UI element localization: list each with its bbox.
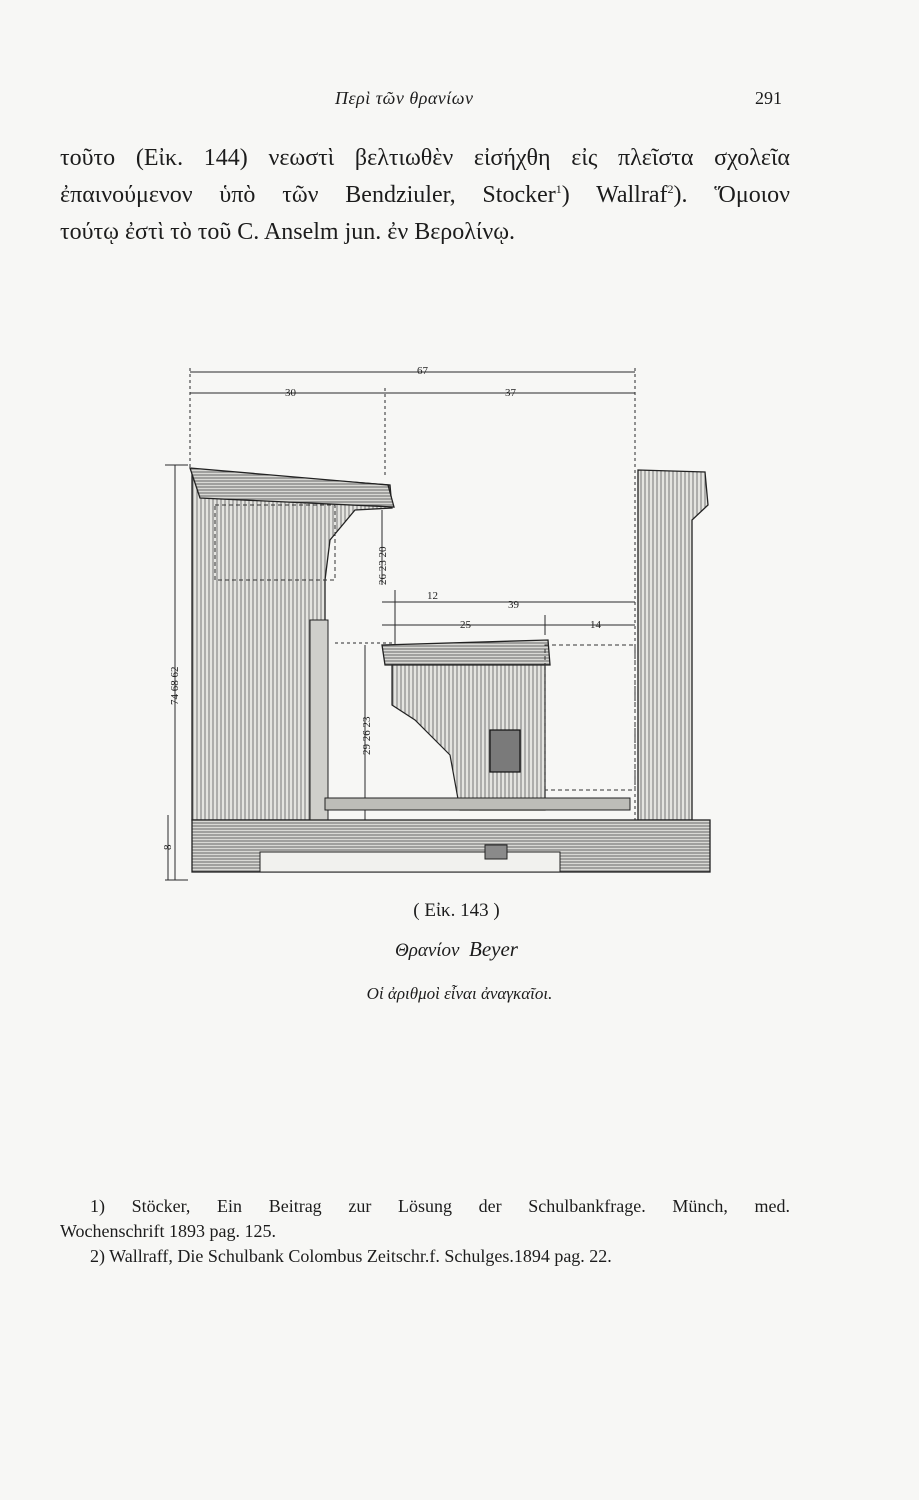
bench-drawing xyxy=(160,360,720,890)
footnote-ref-1: 1 xyxy=(555,182,562,196)
footnote-1: 1) Stöcker, Ein Beitrag zur Lösung der Schulbankfrage. Münch, med. xyxy=(90,1196,790,1216)
dim-25: 25 xyxy=(460,619,471,631)
figure-title-name: Beyer xyxy=(469,937,518,961)
dim-base: 8 xyxy=(162,844,174,850)
dim-left-heights: 74 68 62 xyxy=(169,666,181,705)
body-line-1: τοῦτο (Εἰκ. 144) νεωστὶ βελτιωθὲν εἰσήχθη εἰς πλεῖστα σχολεῖα xyxy=(60,145,790,171)
dim-top-total: 67 xyxy=(417,365,428,377)
body-line-3: τούτῳ ἐστὶ τὸ τοῦ C. Anselm jun. ἐν Βερολίνῳ. xyxy=(60,219,516,245)
body-line-2-text: ἐπαινούμενον ὑπὸ τῶν Bendziuler, Stocker xyxy=(60,182,556,208)
figure-number: ( Εἰκ. 143 ) xyxy=(413,900,500,921)
running-head xyxy=(0,88,919,114)
body-paragraph xyxy=(60,140,790,251)
footnote-1-cont: Wochenschrift 1893 pag. 125. xyxy=(60,1221,276,1241)
dim-seat-heights: 29 26 23 xyxy=(361,716,373,755)
footnote-2: 2) Wallraff, Die Schulbank Colombus Zeitschr.f. Schulges.1894 pag. 22. xyxy=(90,1246,612,1266)
dim-desk-heights: 26 23 20 xyxy=(377,546,389,585)
dim-12: 12 xyxy=(427,590,438,602)
dim-top-left: 30 xyxy=(285,387,296,399)
body-line-2-mid: ) Wallraf xyxy=(561,182,668,208)
page-number: 291 xyxy=(755,88,782,108)
running-title: Περὶ τῶν θρανίων xyxy=(335,88,474,108)
school-bench-figure xyxy=(160,360,720,890)
footnote-ref-2: 2 xyxy=(667,182,674,196)
dim-14: 14 xyxy=(590,619,601,631)
figure-title-greek: Θρανίον xyxy=(395,940,460,961)
dim-top-right: 37 xyxy=(505,387,516,399)
dim-39: 39 xyxy=(508,599,519,611)
footnotes xyxy=(60,1194,790,1269)
figure-note: Οἱ ἀριθμοὶ εἶναι ἀναγκαῖοι. xyxy=(366,984,553,1003)
body-line-2 xyxy=(60,177,790,214)
body-line-2-end: ). Ὅμοιον xyxy=(673,182,790,208)
figure-title xyxy=(0,937,916,962)
